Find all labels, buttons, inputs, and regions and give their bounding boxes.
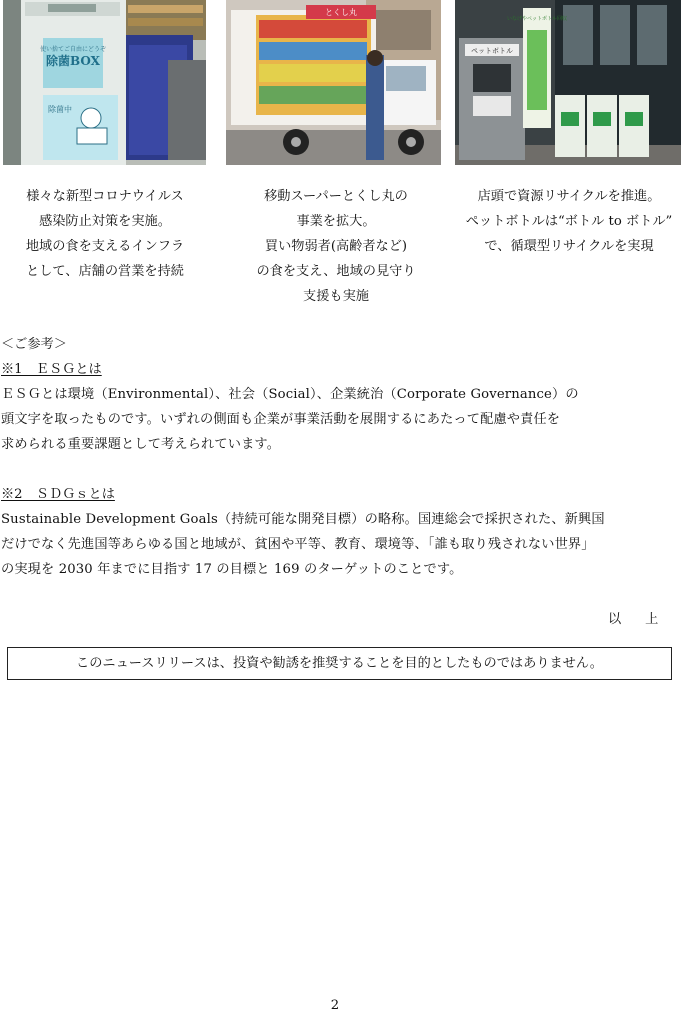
caption-line: 支援も実施 — [303, 289, 369, 304]
esg-heading: ※1 ＥＳＧとは — [1, 362, 102, 377]
caption-line: 感染防止対策を実施。 — [39, 214, 171, 229]
caption-line: 移動スーパーとくし丸の — [264, 189, 408, 204]
machine-label: ペットボトル — [471, 47, 513, 55]
disclaimer-box — [7, 647, 672, 680]
banner-label: いなげやペットボトル回収 — [506, 16, 568, 22]
truck-label: とくし丸 — [325, 8, 357, 17]
closing-mark: 以上 — [608, 612, 683, 627]
caption-covid-measures — [0, 184, 210, 284]
esg-line: 頭文字を取ったものです。いずれの側面も企業が事業活動を展開するにあたって配慮や責任を — [1, 412, 561, 427]
caption-line: で、循環型リサイクルを実現 — [484, 239, 654, 254]
box-label: 除菌BOX — [46, 54, 100, 68]
sdgs-line: だけでなく先進国等あらゆる国と地域が、貧困や平等、教育、環境等、「誰も取り残されない世界」 — [1, 537, 595, 552]
caption-recycling — [446, 184, 690, 259]
caption-line: 様々な新型コロナウイルス — [26, 189, 184, 204]
esg-line: ＥＳＧとは環境（Environmental）、社会（Social）、企業統治（Corporate Governance）の — [1, 387, 579, 402]
sdgs-paragraph — [1, 507, 681, 582]
sdgs-heading: ※2 ＳＤＧｓとは — [1, 487, 115, 502]
caption-line: 買い物弱者(高齢者など) — [264, 239, 408, 254]
box-small-label: 使い捨てご自由にどうぞ — [39, 46, 107, 53]
sdgs-line: Sustainable Development Goals（持続可能な開発目標）の略称。国連総会で採択された、新興国 — [1, 512, 605, 527]
disclaimer-text: このニュースリリースは、投資や勧誘を推奨することを目的としたものではありません。 — [76, 656, 603, 671]
sign-label: 除菌中 — [48, 105, 72, 114]
disinfection-box-photo — [3, 0, 206, 165]
sdgs-line: の実現を 2030 年までに目指す 17 の目標と 169 のターゲットのことです。 — [1, 562, 463, 577]
mobile-supermarket-truck-photo — [226, 0, 441, 165]
pet-bottle-recycling-photo — [455, 0, 681, 165]
reference-heading: ＜ご参考＞ — [1, 337, 67, 352]
caption-line: として、店舗の営業を持続 — [26, 264, 184, 279]
caption-line: ペットボトルは“ボトル to ボトル” — [465, 214, 673, 229]
page-number: 2 — [330, 998, 340, 1013]
caption-line: 地域の食を支えるインフラ — [25, 239, 185, 254]
caption-mobile-supermarket — [226, 184, 446, 309]
caption-line: の食を支え、地域の見守り — [256, 264, 416, 279]
caption-line: 店頭で資源リサイクルを推進。 — [477, 189, 661, 204]
esg-line: 求められる重要課題として考えられています。 — [1, 437, 281, 452]
esg-paragraph — [1, 382, 681, 457]
caption-line: 事業を拡大。 — [296, 214, 376, 229]
